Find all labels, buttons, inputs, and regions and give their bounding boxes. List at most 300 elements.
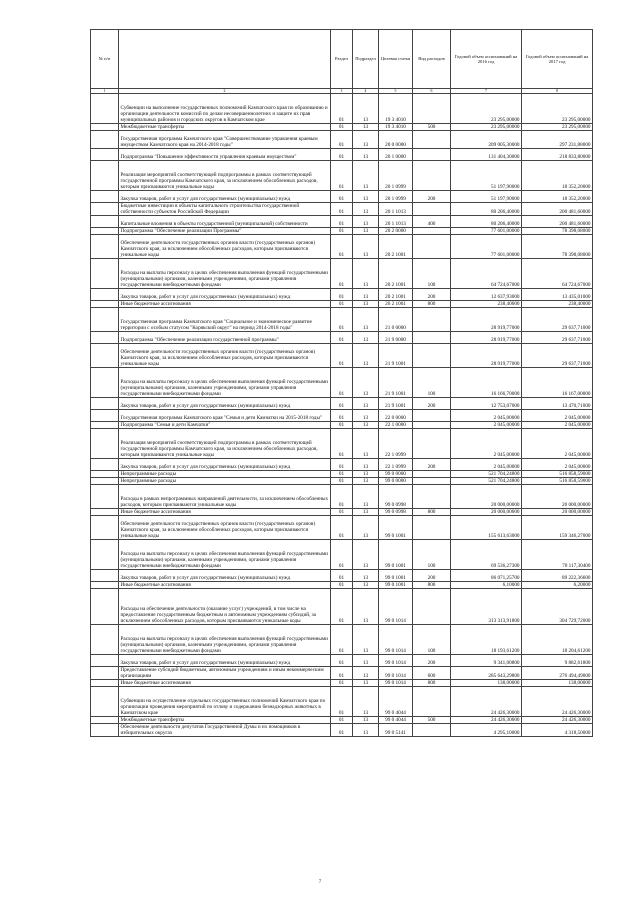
row-allocation-2016-cell: 20 000,00000: [451, 509, 522, 516]
table-row: [91, 478, 593, 485]
row-razdel-cell: 01: [331, 203, 353, 216]
row-podrazdel-cell: 13: [353, 308, 379, 332]
row-razdel-cell: 01: [331, 398, 353, 410]
row-podrazdel-cell: 13: [353, 687, 379, 717]
row-expense-type-cell: [413, 516, 451, 540]
row-target-article-cell: 99 0 4044: [379, 717, 413, 724]
row-allocation-2016-cell: 138,00000: [451, 680, 522, 687]
row-allocation-2016-cell: 6,10000: [451, 582, 522, 589]
row-razdel-cell: 01: [331, 589, 353, 625]
header-target-article: Целевая статья: [379, 30, 413, 89]
row-number-cell: [91, 368, 119, 398]
row-name-cell: Расходы на выплаты персоналу в целях обеспечения выполнения функций государственными (муниципальными) органами, казенными учреждениями, органами управления государственными внебюджетными фондами: [119, 259, 331, 289]
row-razdel-cell: 01: [331, 509, 353, 516]
row-target-article-cell: 20 1 0000: [379, 149, 413, 161]
row-name-cell: Реализация мероприятий соответствующей подпрограммы в рамках соответствующей государственной программы Камчатского края, за исключением обособленных расходов, которым присваиваются уникальные коды: [119, 161, 331, 191]
row-target-article-cell: 20 2 1001: [379, 259, 413, 289]
row-allocation-2017-cell: 78 398,08000: [522, 235, 593, 259]
row-name-cell: Расходы на обеспечение деятельности (оказание услуг) учреждений, в том числе на предоставление государственным бюджетным и автономным учреждениям субсидий, за исключением обособленных расходов, которым присваиваются уникальные коды: [119, 589, 331, 625]
row-expense-type-cell: 100: [413, 625, 451, 655]
table-row: [91, 368, 593, 398]
row-razdel-cell: 01: [331, 368, 353, 398]
column-number: 7: [451, 89, 522, 94]
row-expense-type-cell: [413, 429, 451, 459]
row-target-article-cell: 99 0 1014: [379, 625, 413, 655]
row-number-cell: [91, 301, 119, 308]
row-expense-type-cell: [413, 471, 451, 478]
row-number-cell: [91, 344, 119, 368]
row-allocation-2016-cell: 77 601,00000: [451, 228, 522, 235]
column-number: 6: [413, 89, 451, 94]
row-name-cell: Закупка товаров, работ и услуг для государственных (муниципальных) нужд: [119, 191, 331, 203]
row-name-cell: Расходы на выплаты персоналу в целях обеспечения выполнения функций государственными (муниципальными) органами, казенными учреждениями, органами управления государственными внебюджетными фондами: [119, 625, 331, 655]
row-podrazdel-cell: 13: [353, 410, 379, 422]
row-razdel-cell: 01: [331, 429, 353, 459]
row-expense-type-cell: [413, 485, 451, 509]
row-podrazdel-cell: 13: [353, 680, 379, 687]
row-expense-type-cell: 200: [413, 191, 451, 203]
row-expense-type-cell: [413, 410, 451, 422]
row-podrazdel-cell: 13: [353, 667, 379, 680]
table-row: [91, 687, 593, 717]
row-razdel-cell: 01: [331, 687, 353, 717]
row-expense-type-cell: 500: [413, 717, 451, 724]
row-target-article-cell: 21 0 0000: [379, 308, 413, 332]
row-allocation-2017-cell: 23 295,00000: [522, 94, 593, 124]
row-name-cell: Государственная программа Камчатского края "Совершенствование управления краевым имуществом Камчатского края на 2014-2018 годы": [119, 131, 331, 149]
row-target-article-cell: 99 0 4044: [379, 687, 413, 717]
row-razdel-cell: 01: [331, 149, 353, 161]
row-number-cell: [91, 485, 119, 509]
row-name-cell: Государственная программа Камчатского края "Семья и дети Камчатки на 2015-2018 годы": [119, 410, 331, 422]
row-allocation-2017-cell: 238,40000: [522, 301, 593, 308]
row-name-cell: Закупка товаров, работ и услуг для государственных (муниципальных) нужд: [119, 459, 331, 471]
row-allocation-2016-cell: 16 166,70000: [451, 368, 522, 398]
row-podrazdel-cell: 13: [353, 582, 379, 589]
header-allocation-2017: Годовой объем ассигнований на 2017 год: [522, 30, 593, 89]
row-number-cell: [91, 216, 119, 228]
row-razdel-cell: 01: [331, 259, 353, 289]
row-name-cell: Межбюджетные трансферты: [119, 717, 331, 724]
table-row: [91, 655, 593, 667]
row-name-cell: Расходы на выплаты персоналу в целях обеспечения выполнения функций государственными (муниципальными) органами, казенными учреждениями, органами управления государственными внебюджетными фондами: [119, 368, 331, 398]
table-row: [91, 149, 593, 161]
row-razdel-cell: 01: [331, 540, 353, 570]
row-podrazdel-cell: 13: [353, 289, 379, 301]
row-razdel-cell: 01: [331, 161, 353, 191]
row-number-cell: [91, 459, 119, 471]
column-number: 5: [379, 89, 413, 94]
row-expense-type-cell: [413, 332, 451, 344]
row-name-cell: Реализация мероприятий соответствующей подпрограммы в рамках соответствующей государственной программы Камчатского края, за исключением обособленных расходов, которым присваиваются уникальные коды: [119, 429, 331, 459]
row-target-article-cell: 99 0 0998: [379, 485, 413, 509]
row-allocation-2016-cell: 51 197,90000: [451, 161, 522, 191]
row-podrazdel-cell: 13: [353, 191, 379, 203]
table-row: [91, 422, 593, 429]
row-expense-type-cell: [413, 687, 451, 717]
row-podrazdel-cell: 13: [353, 422, 379, 429]
table-body: [91, 89, 593, 737]
table-row: [91, 259, 593, 289]
row-allocation-2016-cell: 521 704,24800: [451, 471, 522, 478]
row-podrazdel-cell: 13: [353, 235, 379, 259]
row-number-cell: [91, 429, 119, 459]
row-allocation-2017-cell: 29 637,71000: [522, 308, 593, 332]
row-target-article-cell: 20 2 0000: [379, 228, 413, 235]
table-row: [91, 471, 593, 478]
row-allocation-2016-cell: 69 536,27300: [451, 540, 522, 570]
row-allocation-2016-cell: 28 919,77000: [451, 332, 522, 344]
row-podrazdel-cell: 13: [353, 398, 379, 410]
row-allocation-2017-cell: 4 318,50000: [522, 724, 593, 737]
row-target-article-cell: 21 9 1001: [379, 344, 413, 368]
row-name-cell: Обеспечение деятельности депутатов Государственной Думы и их помощников в избирательных округах: [119, 724, 331, 737]
row-razdel-cell: 01: [331, 94, 353, 124]
row-razdel-cell: 01: [331, 459, 353, 471]
row-name-cell: Субвенции на выполнение государственных полномочий Камчатского края по образованию и организации деятельности комиссий по делам несовершеннолетних и защите их прав муниципальных районов и городских округов в Камчатском крае: [119, 94, 331, 124]
table-row: [91, 410, 593, 422]
row-allocation-2017-cell: 29 637,71000: [522, 332, 593, 344]
row-number-cell: [91, 94, 119, 124]
row-allocation-2017-cell: 18 352,20000: [522, 191, 593, 203]
row-expense-type-cell: 400: [413, 216, 451, 228]
table-row: [91, 203, 593, 216]
row-expense-type-cell: 100: [413, 368, 451, 398]
row-number-cell: [91, 589, 119, 625]
row-target-article-cell: 20 1 0999: [379, 191, 413, 203]
row-razdel-cell: 01: [331, 216, 353, 228]
table-row: [91, 235, 593, 259]
row-allocation-2016-cell: 18 193,61200: [451, 625, 522, 655]
row-target-article-cell: 20 1 0999: [379, 161, 413, 191]
row-allocation-2016-cell: 238,40000: [451, 301, 522, 308]
table-row: [91, 191, 593, 203]
row-razdel-cell: 01: [331, 235, 353, 259]
table-row: [91, 332, 593, 344]
row-name-cell: Расходы в рамках непрограммных направлений деятельности, за исключением обособленных расходов, которым присваиваются уникальные коды: [119, 485, 331, 509]
row-name-cell: Закупка товаров, работ и услуг для государственных (муниципальных) нужд: [119, 398, 331, 410]
row-allocation-2016-cell: 155 613,63000: [451, 516, 522, 540]
row-number-cell: [91, 332, 119, 344]
row-allocation-2016-cell: 12 753,07000: [451, 398, 522, 410]
row-podrazdel-cell: 13: [353, 509, 379, 516]
row-razdel-cell: 01: [331, 289, 353, 301]
row-expense-type-cell: [413, 94, 451, 124]
row-allocation-2017-cell: 2 045,00000: [522, 410, 593, 422]
row-number-cell: [91, 398, 119, 410]
row-allocation-2017-cell: 297 231,88000: [522, 131, 593, 149]
row-name-cell: Обеспечение деятельности государственных органов власти (государственных органов) Камчатского края, за исключением обособленных расходов, которым присваиваются уникальные коды: [119, 516, 331, 540]
row-podrazdel-cell: 13: [353, 332, 379, 344]
row-target-article-cell: 20 1 1013: [379, 216, 413, 228]
row-number-cell: [91, 124, 119, 131]
row-podrazdel-cell: 13: [353, 124, 379, 131]
row-allocation-2017-cell: 78 398,08000: [522, 228, 593, 235]
row-number-cell: [91, 149, 119, 161]
row-number-cell: [91, 308, 119, 332]
row-podrazdel-cell: 13: [353, 717, 379, 724]
row-allocation-2016-cell: 86 071,25700: [451, 570, 522, 582]
row-allocation-2017-cell: 2 045,00000: [522, 422, 593, 429]
table-row: [91, 216, 593, 228]
row-expense-type-cell: [413, 589, 451, 625]
row-target-article-cell: 19 3 4010: [379, 94, 413, 124]
row-allocation-2016-cell: 4 295,10000: [451, 724, 522, 737]
row-number-cell: [91, 717, 119, 724]
row-podrazdel-cell: 13: [353, 149, 379, 161]
row-target-article-cell: 20 0 0000: [379, 131, 413, 149]
table-row: [91, 398, 593, 410]
row-allocation-2017-cell: 23 295,00000: [522, 124, 593, 131]
table-row: [91, 540, 593, 570]
row-number-cell: [91, 471, 119, 478]
row-allocation-2016-cell: 28 919,77000: [451, 308, 522, 332]
table-row: [91, 582, 593, 589]
row-razdel-cell: 01: [331, 680, 353, 687]
row-number-cell: [91, 509, 119, 516]
row-allocation-2017-cell: 218 833,80000: [522, 149, 593, 161]
row-name-cell: Подпрограмма "Семья и дети Камчатки": [119, 422, 331, 429]
row-podrazdel-cell: 13: [353, 429, 379, 459]
row-allocation-2016-cell: 77 601,00000: [451, 235, 522, 259]
row-name-cell: Межбюджетные трансферты: [119, 124, 331, 131]
row-number-cell: [91, 235, 119, 259]
row-allocation-2017-cell: 24 426,30000: [522, 687, 593, 717]
row-name-cell: Капитальные вложения в объекты государственной (муниципальной) собственности: [119, 216, 331, 228]
row-number-cell: [91, 131, 119, 149]
table-row: [91, 94, 593, 124]
row-allocation-2017-cell: 20 000,00000: [522, 509, 593, 516]
row-razdel-cell: 01: [331, 410, 353, 422]
row-podrazdel-cell: 13: [353, 540, 379, 570]
row-name-cell: Подпрограмма "Обеспечение реализации Программы": [119, 228, 331, 235]
row-target-article-cell: 21 9 1001: [379, 398, 413, 410]
table-row: [91, 228, 593, 235]
row-expense-type-cell: 200: [413, 570, 451, 582]
row-target-article-cell: 99 0 1014: [379, 589, 413, 625]
row-allocation-2016-cell: 80 206,40000: [451, 216, 522, 228]
table-row: [91, 516, 593, 540]
row-target-article-cell: 99 0 1014: [379, 667, 413, 680]
row-target-article-cell: 22 1 0000: [379, 422, 413, 429]
row-allocation-2017-cell: 13 435,01000: [522, 289, 593, 301]
table-row: [91, 485, 593, 509]
row-allocation-2017-cell: 89 222,36600: [522, 570, 593, 582]
row-razdel-cell: 01: [331, 344, 353, 368]
row-target-article-cell: 99 0 0000: [379, 478, 413, 485]
row-razdel-cell: 01: [331, 655, 353, 667]
row-target-article-cell: 99 0 0000: [379, 471, 413, 478]
row-allocation-2016-cell: 20 000,00000: [451, 485, 522, 509]
row-number-cell: [91, 228, 119, 235]
row-allocation-2016-cell: 23 295,00000: [451, 94, 522, 124]
row-name-cell: Закупка товаров, работ и услуг для государственных (муниципальных) нужд: [119, 655, 331, 667]
row-expense-type-cell: 500: [413, 124, 451, 131]
row-allocation-2017-cell: 516 858,59000: [522, 471, 593, 478]
row-podrazdel-cell: 13: [353, 570, 379, 582]
row-name-cell: Субвенции на осуществление отдельных государственных полномочий Камчатского края по организации проведения мероприятий по отлову и содержанию безнадзорных животных в Камчатском крае: [119, 687, 331, 717]
row-name-cell: Подпрограмма "Повышение эффективности управления краевым имуществом": [119, 149, 331, 161]
row-razdel-cell: 01: [331, 471, 353, 478]
row-allocation-2017-cell: 29 637,71000: [522, 344, 593, 368]
row-number-cell: [91, 687, 119, 717]
row-number-cell: [91, 191, 119, 203]
table-row: [91, 429, 593, 459]
row-podrazdel-cell: 13: [353, 94, 379, 124]
header-allocation-2016: Годовой объем ассигнований на 2016 год: [451, 30, 522, 89]
row-podrazdel-cell: 13: [353, 459, 379, 471]
row-razdel-cell: 01: [331, 717, 353, 724]
header-name: [119, 30, 331, 89]
row-allocation-2017-cell: 276 494,49000: [522, 667, 593, 680]
table-row: [91, 289, 593, 301]
row-allocation-2017-cell: 159 346,27000: [522, 516, 593, 540]
row-allocation-2016-cell: 64 724,67000: [451, 259, 522, 289]
budget-allocation-table: [90, 29, 593, 737]
row-target-article-cell: 19 3 4010: [379, 124, 413, 131]
row-target-article-cell: 20 2 1001: [379, 301, 413, 308]
row-podrazdel-cell: 13: [353, 203, 379, 216]
row-allocation-2016-cell: 2 045,00000: [451, 459, 522, 471]
row-razdel-cell: 01: [331, 332, 353, 344]
row-expense-type-cell: [413, 422, 451, 429]
row-number-cell: [91, 410, 119, 422]
row-target-article-cell: 99 0 1001: [379, 540, 413, 570]
row-razdel-cell: 01: [331, 131, 353, 149]
row-allocation-2017-cell: 13 470,71000: [522, 398, 593, 410]
row-expense-type-cell: [413, 724, 451, 737]
row-name-cell: Иные бюджетные ассигнования: [119, 680, 331, 687]
row-number-cell: [91, 289, 119, 301]
row-target-article-cell: 20 1 1013: [379, 203, 413, 216]
row-allocation-2017-cell: 16 167,00000: [522, 368, 593, 398]
row-razdel-cell: 01: [331, 301, 353, 308]
row-razdel-cell: 01: [331, 516, 353, 540]
row-podrazdel-cell: 13: [353, 161, 379, 191]
row-number-cell: [91, 570, 119, 582]
row-name-cell: Обеспечение деятельности государственных органов власти (государственных органов) Камчатского края, за исключением обособленных расходов, которым присваиваются уникальные коды: [119, 235, 331, 259]
row-target-article-cell: 20 2 1001: [379, 289, 413, 301]
row-podrazdel-cell: 13: [353, 589, 379, 625]
row-allocation-2016-cell: 2 045,00000: [451, 410, 522, 422]
row-razdel-cell: 01: [331, 582, 353, 589]
row-allocation-2017-cell: 2 045,00000: [522, 459, 593, 471]
row-expense-type-cell: 200: [413, 398, 451, 410]
row-number-cell: [91, 625, 119, 655]
row-target-article-cell: 99 0 1001: [379, 516, 413, 540]
row-allocation-2017-cell: 18 352,20000: [522, 161, 593, 191]
row-name-cell: Закупка товаров, работ и услуг для государственных (муниципальных) нужд: [119, 570, 331, 582]
row-allocation-2017-cell: 70 117,30400: [522, 540, 593, 570]
row-razdel-cell: 01: [331, 191, 353, 203]
row-allocation-2017-cell: 200 481,60000: [522, 203, 593, 216]
page-number: 7: [318, 880, 322, 885]
row-allocation-2016-cell: 12 637,93000: [451, 289, 522, 301]
row-name-cell: Расходы на выплаты персоналу в целях обеспечения выполнения функций государственными (муниципальными) органами, казенными учреждениями, органами управления государственными внебюджетными фондами: [119, 540, 331, 570]
table-row: [91, 459, 593, 471]
row-number-cell: [91, 655, 119, 667]
row-name-cell: Закупка товаров, работ и услуг для государственных (муниципальных) нужд: [119, 289, 331, 301]
row-podrazdel-cell: 13: [353, 471, 379, 478]
row-number-cell: [91, 724, 119, 737]
row-expense-type-cell: [413, 235, 451, 259]
row-razdel-cell: 01: [331, 422, 353, 429]
header-razdel: Раздел: [331, 30, 353, 89]
row-expense-type-cell: [413, 228, 451, 235]
header-num: № п/п: [91, 30, 119, 89]
row-name-cell: Подпрограмма "Обеспечение реализации государственной программы": [119, 332, 331, 344]
table-row: [91, 131, 593, 149]
row-allocation-2016-cell: 51 197,90000: [451, 191, 522, 203]
row-allocation-2016-cell: 131 404,30000: [451, 149, 522, 161]
row-expense-type-cell: [413, 203, 451, 216]
row-expense-type-cell: [413, 149, 451, 161]
row-expense-type-cell: 100: [413, 259, 451, 289]
table-row: [91, 667, 593, 680]
row-expense-type-cell: 200: [413, 459, 451, 471]
row-allocation-2017-cell: 2 045,00000: [522, 429, 593, 459]
row-number-cell: [91, 540, 119, 570]
row-name-cell: Обеспечение деятельности государственных органов власти (государственных органов) Камчатского края, за исключением обособленных расходов, которым присваиваются уникальные коды: [119, 344, 331, 368]
row-target-article-cell: 22 0 0000: [379, 410, 413, 422]
row-number-cell: [91, 680, 119, 687]
column-number: 3: [331, 89, 353, 94]
row-number-cell: [91, 516, 119, 540]
row-name-cell: Непрограммные расходы: [119, 471, 331, 478]
row-expense-type-cell: [413, 161, 451, 191]
row-allocation-2017-cell: 6,20000: [522, 582, 593, 589]
row-podrazdel-cell: 13: [353, 724, 379, 737]
table-row: [91, 724, 593, 737]
row-expense-type-cell: [413, 308, 451, 332]
row-razdel-cell: 01: [331, 485, 353, 509]
row-expense-type-cell: 800: [413, 301, 451, 308]
table-row: [91, 301, 593, 308]
row-allocation-2016-cell: 28 919,77000: [451, 344, 522, 368]
row-podrazdel-cell: 13: [353, 131, 379, 149]
row-allocation-2017-cell: 516 858,59000: [522, 478, 593, 485]
row-name-cell: Предоставление субсидий бюджетным, автономным учреждениям и иным некоммерческим организациям: [119, 667, 331, 680]
row-name-cell: Иные бюджетные ассигнования: [119, 582, 331, 589]
row-target-article-cell: 22 1 0999: [379, 459, 413, 471]
row-podrazdel-cell: 13: [353, 228, 379, 235]
table-row: [91, 570, 593, 582]
row-allocation-2016-cell: 24 426,30000: [451, 717, 522, 724]
row-razdel-cell: 01: [331, 228, 353, 235]
row-expense-type-cell: [413, 344, 451, 368]
row-number-cell: [91, 259, 119, 289]
row-expense-type-cell: 200: [413, 655, 451, 667]
row-target-article-cell: 21 9 1001: [379, 368, 413, 398]
column-number: 8: [522, 89, 593, 94]
table-row: [91, 344, 593, 368]
row-name-cell: Иные бюджетные ассигнования: [119, 301, 331, 308]
row-name-cell: Иные бюджетные ассигнования: [119, 509, 331, 516]
row-allocation-2016-cell: 9 341,00800: [451, 655, 522, 667]
row-allocation-2017-cell: 304 729,72000: [522, 589, 593, 625]
row-target-article-cell: 22 1 0999: [379, 429, 413, 459]
row-podrazdel-cell: 13: [353, 301, 379, 308]
row-razdel-cell: 01: [331, 667, 353, 680]
row-number-cell: [91, 203, 119, 216]
row-razdel-cell: 01: [331, 308, 353, 332]
row-target-article-cell: 99 0 1014: [379, 680, 413, 687]
row-podrazdel-cell: 13: [353, 478, 379, 485]
row-number-cell: [91, 667, 119, 680]
row-number-cell: [91, 582, 119, 589]
row-number-cell: [91, 161, 119, 191]
row-name-cell: Бюджетные инвестиции в объекты капитального строительства государственной собственности субъектов Российской Федерации: [119, 203, 331, 216]
